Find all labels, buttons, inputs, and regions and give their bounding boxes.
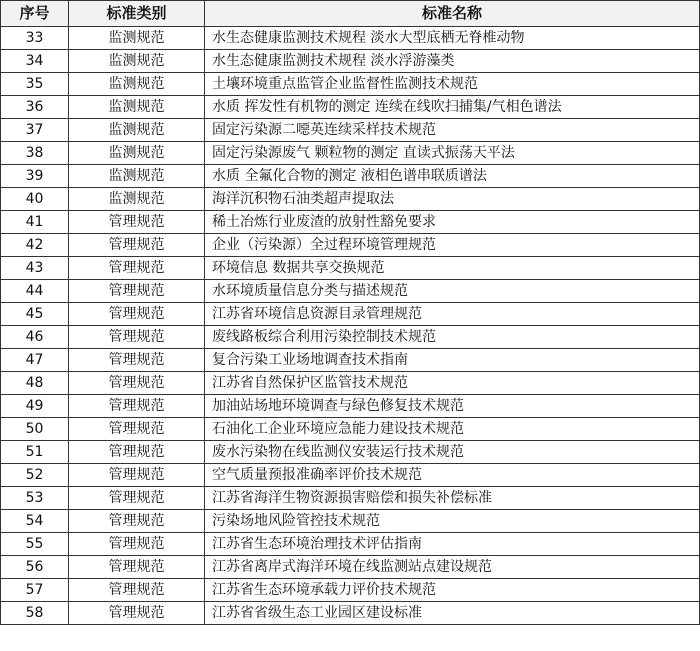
row-serial-number: 41 [1,211,69,234]
row-standard-category: 监测规范 [69,119,205,142]
row-serial-number: 35 [1,73,69,96]
row-standard-name: 江苏省省级生态工业园区建设标准 [205,602,700,625]
row-standard-name: 复合污染工业场地调查技术指南 [205,349,700,372]
header-row [1,1,700,27]
row-standard-category: 监测规范 [69,165,205,188]
header-serial-number: 序号 [1,1,69,27]
row-serial-number: 43 [1,257,69,280]
row-standard-category: 管理规范 [69,349,205,372]
row-standard-name: 空气质量预报准确率评价技术规范 [205,464,700,487]
row-standard-name: 江苏省环境信息资源目录管理规范 [205,303,700,326]
row-serial-number: 33 [1,27,69,50]
row-serial-number: 56 [1,556,69,579]
row-standard-name: 水生态健康监测技术规程 淡水大型底栖无脊椎动物 [205,27,700,50]
table-row [1,602,700,625]
table-body [1,27,700,625]
row-standard-category: 监测规范 [69,188,205,211]
row-serial-number: 36 [1,96,69,119]
row-serial-number: 34 [1,50,69,73]
row-standard-name: 江苏省自然保护区监管技术规范 [205,372,700,395]
table-row [1,234,700,257]
row-standard-name: 江苏省生态环境承载力评价技术规范 [205,579,700,602]
table-row [1,533,700,556]
table-row [1,257,700,280]
row-serial-number: 51 [1,441,69,464]
row-serial-number: 58 [1,602,69,625]
row-serial-number: 40 [1,188,69,211]
row-standard-name: 海洋沉积物石油类超声提取法 [205,188,700,211]
row-standard-category: 管理规范 [69,257,205,280]
row-standard-name: 江苏省生态环境治理技术评估指南 [205,533,700,556]
row-standard-category: 监测规范 [69,73,205,96]
table-row [1,280,700,303]
row-standard-category: 管理规范 [69,487,205,510]
row-serial-number: 54 [1,510,69,533]
row-standard-category: 管理规范 [69,464,205,487]
row-standard-category: 管理规范 [69,441,205,464]
row-standard-name: 固定污染源废气 颗粒物的测定 直读式振荡天平法 [205,142,700,165]
row-standard-category: 管理规范 [69,234,205,257]
row-serial-number: 50 [1,418,69,441]
table-row [1,27,700,50]
row-serial-number: 48 [1,372,69,395]
row-standard-category: 监测规范 [69,27,205,50]
row-standard-name: 水生态健康监测技术规程 淡水浮游藻类 [205,50,700,73]
table-row [1,73,700,96]
row-serial-number: 37 [1,119,69,142]
row-standard-category: 管理规范 [69,326,205,349]
row-serial-number: 53 [1,487,69,510]
table-row [1,441,700,464]
row-serial-number: 39 [1,165,69,188]
row-standard-category: 管理规范 [69,533,205,556]
row-standard-name: 固定污染源二噁英连续采样技术规范 [205,119,700,142]
row-standard-category: 管理规范 [69,303,205,326]
row-standard-name: 废水污染物在线监测仪安装运行技术规范 [205,441,700,464]
row-serial-number: 57 [1,579,69,602]
row-standard-category: 管理规范 [69,280,205,303]
row-standard-category: 管理规范 [69,579,205,602]
table-row [1,188,700,211]
table-row [1,487,700,510]
table-row [1,326,700,349]
row-serial-number: 47 [1,349,69,372]
row-standard-name: 污染场地风险管控技术规范 [205,510,700,533]
row-serial-number: 46 [1,326,69,349]
row-standard-name: 江苏省海洋生物资源损害赔偿和损失补偿标准 [205,487,700,510]
table-row [1,119,700,142]
row-standard-name: 水质 全氟化合物的测定 液相色谱串联质谱法 [205,165,700,188]
row-standard-name: 环境信息 数据共享交换规范 [205,257,700,280]
table-row [1,303,700,326]
row-standard-name: 加油站场地环境调查与绿色修复技术规范 [205,395,700,418]
table-row [1,96,700,119]
row-standard-category: 管理规范 [69,510,205,533]
row-standard-category: 管理规范 [69,395,205,418]
row-standard-category: 监测规范 [69,50,205,73]
row-standard-name: 稀土冶炼行业废渣的放射性豁免要求 [205,211,700,234]
row-serial-number: 55 [1,533,69,556]
row-standard-category: 监测规范 [69,142,205,165]
header-standard-category: 标准类别 [69,1,205,27]
row-serial-number: 42 [1,234,69,257]
row-standard-category: 管理规范 [69,418,205,441]
table-row [1,418,700,441]
row-serial-number: 45 [1,303,69,326]
table-row [1,556,700,579]
row-standard-name: 水质 挥发性有机物的测定 连续在线吹扫捕集/气相色谱法 [205,96,700,119]
header-standard-name: 标准名称 [205,1,700,27]
table-row [1,50,700,73]
row-standard-name: 石油化工企业环境应急能力建设技术规范 [205,418,700,441]
table-row [1,165,700,188]
row-serial-number: 38 [1,142,69,165]
table-row [1,510,700,533]
table-row [1,211,700,234]
row-standard-name: 企业（污染源）全过程环境管理规范 [205,234,700,257]
table-row [1,372,700,395]
row-serial-number: 44 [1,280,69,303]
table-row [1,395,700,418]
row-serial-number: 52 [1,464,69,487]
row-standard-name: 废线路板综合利用污染控制技术规范 [205,326,700,349]
row-standard-name: 水环境质量信息分类与描述规范 [205,280,700,303]
table-row [1,349,700,372]
row-serial-number: 49 [1,395,69,418]
row-standard-category: 管理规范 [69,602,205,625]
row-standard-category: 管理规范 [69,556,205,579]
row-standard-category: 管理规范 [69,372,205,395]
table-row [1,579,700,602]
row-standard-name: 江苏省离岸式海洋环境在线监测站点建设规范 [205,556,700,579]
row-standard-name: 土壤环境重点监管企业监督性监测技术规范 [205,73,700,96]
table-row [1,464,700,487]
row-standard-category: 管理规范 [69,211,205,234]
row-standard-category: 监测规范 [69,96,205,119]
table-row [1,142,700,165]
